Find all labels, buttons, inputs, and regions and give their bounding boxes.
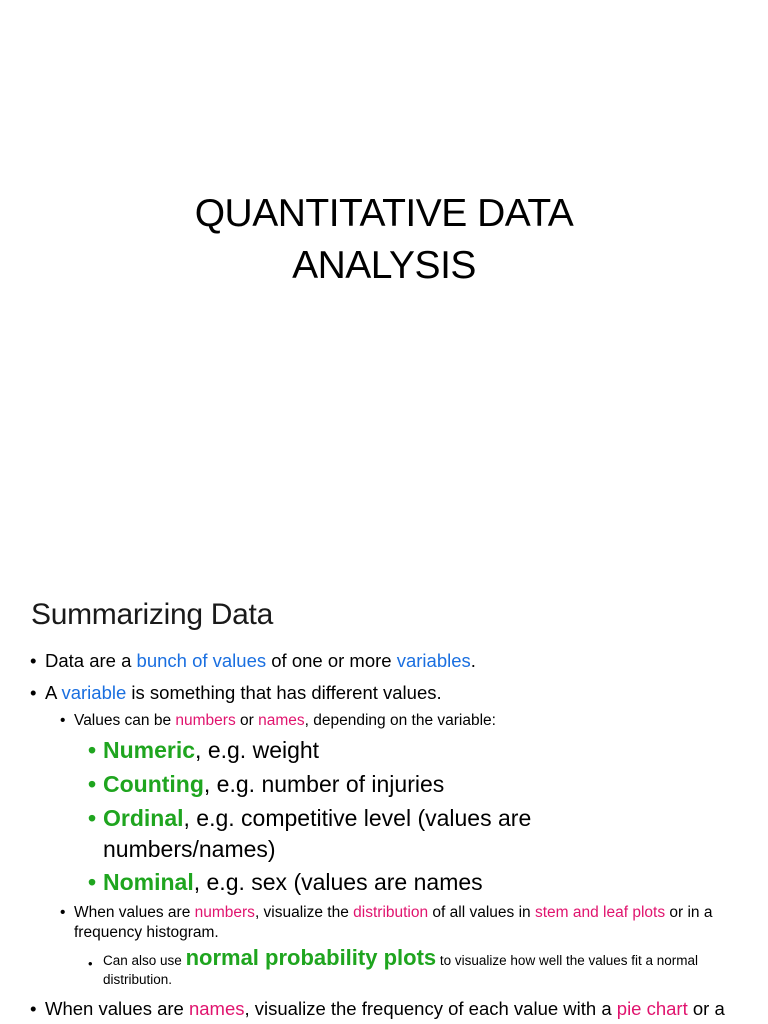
bullet-text: A — [45, 682, 62, 703]
type-numeric — [88, 735, 688, 766]
highlight-bunch-of-values: bunch of values — [136, 650, 267, 671]
type-nominal — [88, 867, 688, 898]
type-name: Nominal — [103, 869, 194, 895]
type-name: Ordinal — [103, 805, 184, 831]
type-description: , e.g. weight — [195, 737, 320, 763]
title-slide-heading — [0, 188, 768, 292]
bullet-text: is something that has different values. — [126, 682, 442, 703]
bullet-marker: • — [30, 650, 37, 671]
bullet-marker: • — [30, 998, 37, 1019]
bullet-marker: • — [88, 869, 97, 895]
highlight-variables: variables — [396, 650, 471, 671]
highlight-names: names — [258, 712, 305, 729]
highlight-distribution: distribution — [353, 904, 429, 921]
bullet-text: When values are — [74, 904, 195, 921]
bullet-text: Data are a — [45, 650, 137, 671]
bullet-text: , depending on the variable: — [304, 712, 496, 729]
bullet-marker: • — [88, 737, 97, 763]
highlight-names: names — [188, 998, 245, 1019]
type-name: Numeric — [103, 737, 196, 763]
bullet-text: Can also use — [103, 953, 186, 968]
bullet-marker: • — [88, 956, 93, 971]
bullet-text: . — [470, 650, 476, 671]
bullet-text: Values can be — [74, 712, 176, 729]
bullet-marker: • — [60, 904, 66, 921]
subsubbullet-normal-probability — [88, 945, 728, 989]
type-description: , e.g. competitive level (values are numbers/names) — [103, 805, 532, 862]
type-name: Counting — [103, 771, 204, 797]
bullet-marker: • — [30, 682, 37, 703]
title-line-2: ANALYSIS — [292, 244, 476, 287]
summarizing-data-slide — [0, 576, 768, 1024]
bullet-text: or a — [687, 998, 725, 1019]
bullet-marker: • — [88, 771, 97, 797]
highlight-variable: variable — [61, 682, 127, 703]
bullet-text: , visualize the — [254, 904, 354, 921]
bullet-text: to visualize how well the values fit a normal distribution. — [103, 953, 699, 987]
bullet-text: or — [235, 712, 259, 729]
highlight-numbers: numbers — [175, 712, 236, 729]
highlight-stem-and-leaf-plots: stem and leaf plots — [534, 904, 666, 921]
bullet-text: of one or more — [266, 650, 397, 671]
title-line-1: QUANTITATIVE DATA — [194, 192, 574, 235]
bullet-text: or in a frequency histogram. — [74, 904, 713, 941]
bullet-text: of all values in — [428, 904, 535, 921]
highlight-numbers: numbers — [194, 904, 255, 921]
subbullet-numbers-visualize — [60, 903, 715, 943]
type-ordinal — [88, 803, 568, 865]
type-counting — [88, 769, 688, 800]
type-description: , e.g. sex (values are names — [193, 869, 483, 895]
bullet-data-values — [30, 649, 476, 673]
bullet-text: When values are — [45, 998, 189, 1019]
type-description: , e.g. number of injuries — [203, 771, 445, 797]
highlight-normal-probability-plots: normal probability plots — [185, 945, 437, 970]
bullet-variable-definition — [30, 681, 442, 705]
bullet-marker: • — [88, 805, 97, 831]
bullet-names-visualize — [30, 998, 740, 1020]
subbullet-values-types — [60, 711, 496, 731]
slide-heading: Summarizing Data — [31, 598, 273, 631]
bullet-marker: • — [60, 712, 66, 729]
bullet-text: , visualize the frequency of each value with a — [244, 998, 617, 1019]
highlight-pie-chart: pie chart — [616, 998, 688, 1019]
